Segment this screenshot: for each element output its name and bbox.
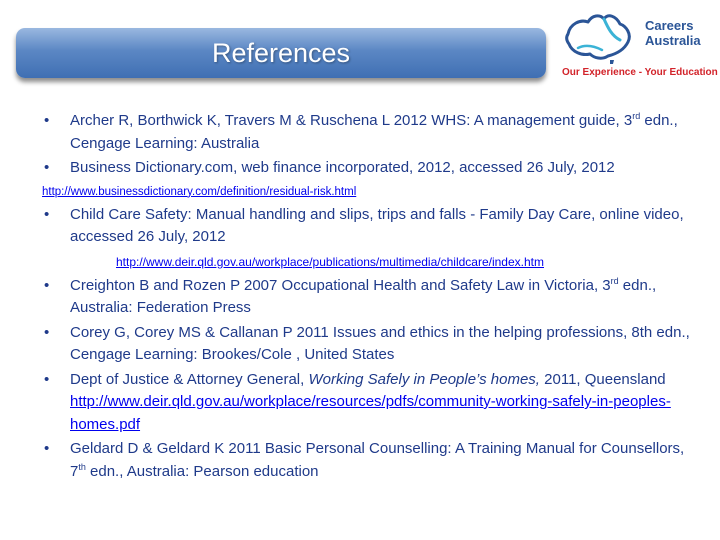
logo-line-careers: Careers xyxy=(645,18,694,33)
bullet: • xyxy=(44,323,50,341)
reference-item-business-dictionary: • Business Dictionary.com, web finance incorporated, 2012, accessed 26 July, 2012 xyxy=(44,157,694,180)
link-deir-childcare[interactable]: http://www.deir.qld.gov.au/workplace/publications/multimedia/childcare/index.htm xyxy=(116,254,544,269)
reference-item-dept-justice: • Dept of Justice & Attorney General, Working Safely in People’s homes, 2011, Queensland http://www.deir.qld.gov.au/workplace/resources/pdfs/community-working-safely-in-peoples-homes.pdf xyxy=(44,370,679,433)
link-deir-working-safely[interactable]: http://www.deir.qld.gov.au/workplace/resources/pdfs/community-working-safely-in-peoples-homes.pdf xyxy=(70,393,671,433)
careers-australia-logo xyxy=(556,8,716,83)
bullet: • xyxy=(44,276,50,294)
title-bar xyxy=(16,28,546,78)
reference-item-child-care-safety: • Child Care Safety: Manual handling and slips, trips and falls - Family Day Care, online video, accessed 26 July, 2012 xyxy=(44,205,684,245)
reference-item-archer: • Archer R, Borthwick K, Travers M & Ruschena L 2012 WHS: A management guide, 3rd edn., Cengage Learning: Australia xyxy=(44,111,678,152)
reference-item-corey: • Corey G, Corey MS & Callanan P 2011 Issues and ethics in the helping professions, 8th edn., Cengage Learning: Brookes/Cole , United States xyxy=(44,323,690,363)
bullet: • xyxy=(44,370,50,388)
reference-item-creighton: • Creighton B and Rozen P 2007 Occupational Health and Safety Law in Victoria, 3rd edn., Australia: Federation Press xyxy=(44,275,657,316)
logo-wordmark xyxy=(645,18,701,48)
bullet: • xyxy=(44,159,50,176)
link-business-dictionary[interactable]: http://www.businessdictionary.com/definition/residual-risk.html xyxy=(42,185,357,198)
slide-title: References xyxy=(211,37,351,68)
reference-item-geldard: • Geldard D & Geldard K 2011 Basic Personal Counselling: A Training Manual for Counsellors, 7th edn., Australia: Pearson education xyxy=(44,440,685,480)
bullet: • xyxy=(44,440,50,457)
references-list xyxy=(44,110,694,485)
logo-line-australia: Australia xyxy=(645,33,701,48)
logo-tagline: Our Experience - Your Education xyxy=(562,67,718,78)
australia-map-icon xyxy=(558,10,638,65)
bullet: • xyxy=(44,112,50,129)
bullet: • xyxy=(44,205,50,223)
